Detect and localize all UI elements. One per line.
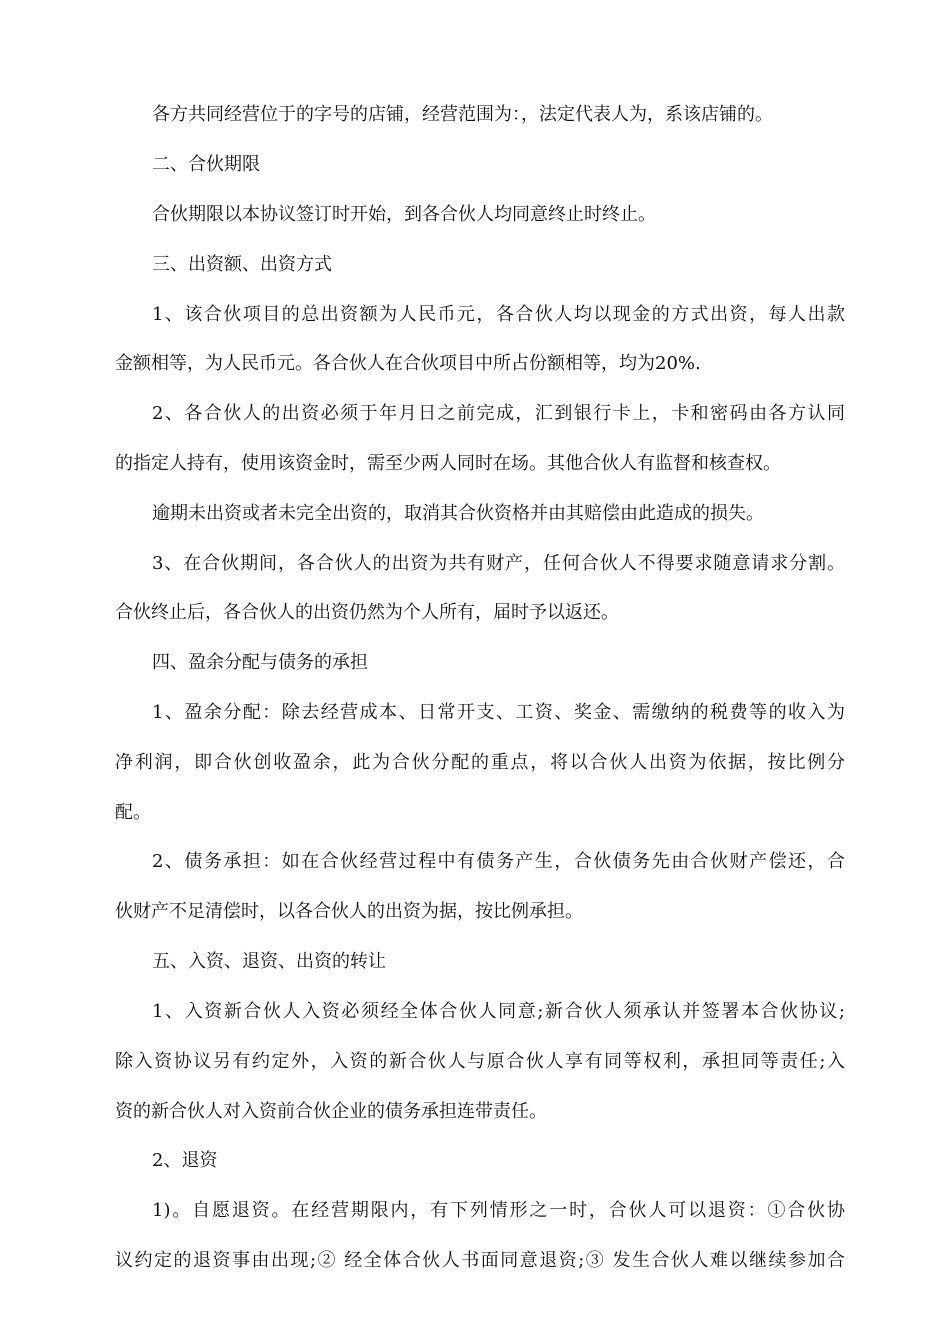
section-heading: 二、合伙期限	[152, 154, 260, 175]
paragraph-line: 3、在合伙期间，各合伙人的出资为共有财产，任何合伙人不得要求随意请求分割。	[152, 553, 845, 574]
section-heading: 四、盈余分配与债务的承担	[152, 652, 368, 673]
paragraph-line: 议约定的退资事由出现;② 经全体合伙人书面同意退资;③ 发生合伙人难以继续参加合	[115, 1250, 845, 1271]
paragraph-line: 配。	[115, 802, 151, 823]
paragraph-line: 2、各合伙人的出资必须于年月日之前完成，汇到银行卡上，卡和密码由各方认同	[152, 403, 845, 424]
paragraph-line: 伙财产不足清偿时，以各合伙人的出资为据，按比例承担。	[115, 901, 583, 922]
section-heading: 五、入资、退资、出资的转让	[152, 951, 386, 972]
paragraph-line: 合伙期限以本协议签订时开始，到各合伙人均同意终止时终止。	[152, 204, 656, 225]
paragraph-line: 逾期未出资或者未完全出资的，取消其合伙资格并由其赔偿由此造成的损失。	[152, 503, 764, 524]
paragraph-line: 2、债务承担：如在合伙经营过程中有债务产生，合伙债务先由合伙财产偿还，合	[152, 851, 845, 872]
paragraph-line: 除入资协议另有约定外，入资的新合伙人与原合伙人享有同等权利，承担同等责任;入	[115, 1051, 845, 1072]
section-heading: 三、出资额、出资方式	[152, 254, 332, 275]
paragraph-line: 资的新合伙人对入资前合伙企业的债务承担连带责任。	[115, 1101, 547, 1122]
paragraph-line: 1、盈余分配：除去经营成本、日常开支、工资、奖金、需缴纳的税费等的收入为	[152, 702, 845, 723]
paragraph-line: 各方共同经营位于的字号的店铺，经营范围为：，法定代表人为，系该店铺的。	[152, 104, 773, 125]
paragraph-line: 1、入资新合伙人入资必须经全体合伙人同意;新合伙人须承认并签署本合伙协议;	[152, 1001, 845, 1022]
paragraph-line: 金额相等，为人民币元。各合伙人在合伙项目中所占份额相等，均为20%.	[115, 353, 701, 374]
paragraph-line: 1)。自愿退资。在经营期限内，有下列情形之一时，合伙人可以退资：①合伙协	[152, 1200, 845, 1221]
paragraph-line: 1、该合伙项目的总出资额为人民币元，各合伙人均以现金的方式出资，每人出款	[152, 304, 845, 325]
paragraph-line: 的指定人持有，使用该资金时，需至少两人同时在场。其他合伙人有监督和核查权。	[115, 453, 781, 474]
paragraph-line: 合伙终止后，各合伙人的出资仍然为个人所有，届时予以返还。	[115, 602, 619, 623]
section-heading: 2、退资	[152, 1150, 218, 1171]
paragraph-line: 净利润，即合伙创收盈余，此为合伙分配的重点，将以合伙人出资为依据，按比例分	[115, 752, 845, 773]
